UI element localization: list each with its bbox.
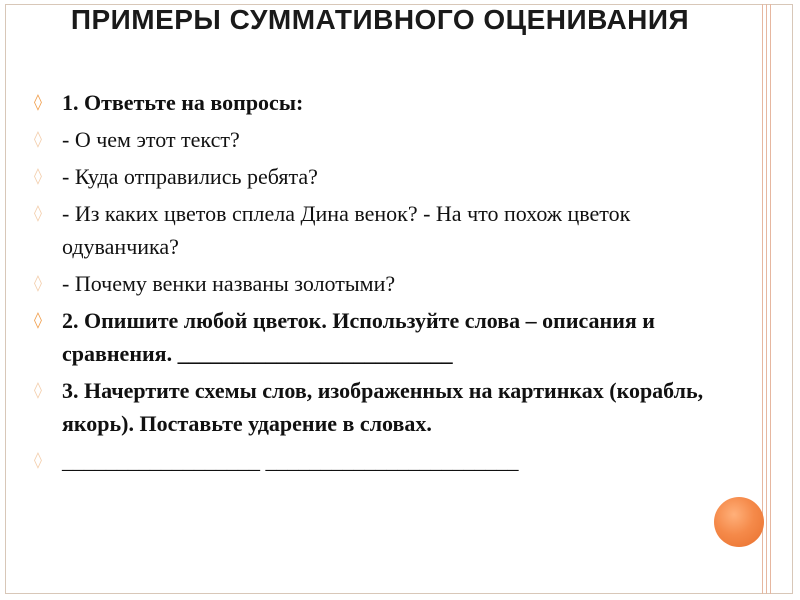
list-item	[34, 86, 734, 119]
decorative-line	[766, 4, 767, 594]
slide-title: ПРИМЕРЫ СУММАТИВНОГО ОЦЕНИВАНИЯ	[70, 4, 690, 35]
diamond-bullet-icon: ◊	[34, 450, 42, 469]
list-item-text: 3. Начертите схемы слов, изображенных на картинках (корабль, якорь). Поставьте ударение в словах.	[62, 378, 704, 436]
list-item	[34, 160, 734, 193]
list-item-text: - Куда отправились ребята?	[62, 164, 318, 189]
list-item-text: - Из каких цветов сплела Дина венок? - На что похож цветок одуванчика?	[62, 201, 631, 259]
list-item-text: 1. Ответьте на вопросы:	[62, 90, 304, 115]
diamond-bullet-icon: ◊	[34, 166, 42, 185]
diamond-bullet-icon: ◊	[34, 92, 42, 111]
diamond-bullet-icon: ◊	[34, 129, 42, 148]
list-item-text: - Почему венки названы золотыми?	[62, 271, 396, 296]
decorative-line	[762, 4, 763, 594]
list-item-text: 2. Опишите любой цветок. Используйте слова – описания и сравнения. _________________________	[62, 308, 655, 366]
diamond-bullet-icon: ◊	[34, 380, 42, 399]
diamond-bullet-icon: ◊	[34, 273, 42, 292]
bullet-list	[34, 86, 734, 481]
list-item-text: - О чем этот текст?	[62, 127, 240, 152]
list-item	[34, 304, 734, 370]
diamond-bullet-icon: ◊	[34, 310, 42, 329]
list-item	[34, 267, 734, 300]
list-item	[34, 444, 734, 477]
list-item-text: __________________ _______________________	[62, 448, 519, 473]
list-item	[34, 374, 734, 440]
list-item	[34, 197, 734, 263]
diamond-bullet-icon: ◊	[34, 203, 42, 222]
list-item	[34, 123, 734, 156]
decorative-line	[770, 4, 771, 594]
decorative-circle-icon	[714, 497, 764, 547]
